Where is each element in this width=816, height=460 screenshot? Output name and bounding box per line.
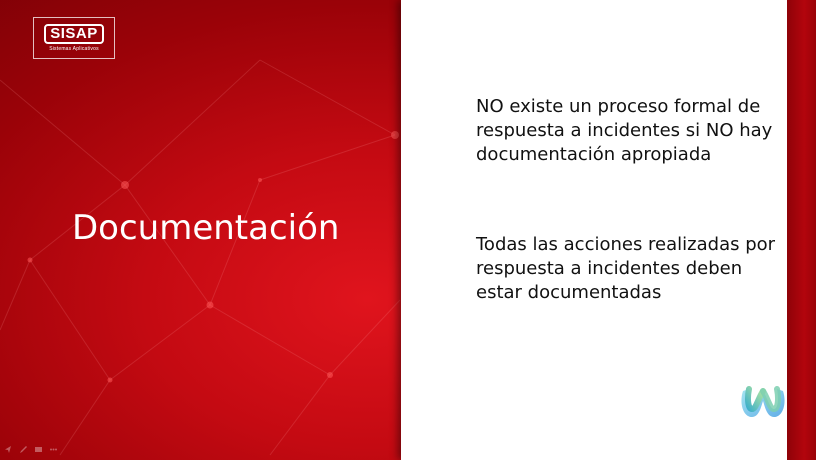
sisap-logo xyxy=(33,17,115,59)
paragraph-2: Todas las acciones realizadas por respuesta a incidentes deben estar documentadas xyxy=(476,234,776,303)
pointer-icon[interactable] xyxy=(4,445,13,454)
presenter-toolbar xyxy=(4,445,58,454)
pen-icon[interactable] xyxy=(19,445,28,454)
webex-icon[interactable] xyxy=(737,381,789,423)
slides-icon[interactable] xyxy=(34,445,43,454)
logo-brand: SISAP xyxy=(44,24,104,44)
slide-title: Documentación xyxy=(72,208,340,248)
more-icon[interactable] xyxy=(49,445,58,454)
content-panel xyxy=(401,0,787,460)
right-edge-strip xyxy=(787,0,816,460)
logo-tagline: Sistemas Aplicativos xyxy=(49,45,99,52)
paragraph-1: NO existe un proceso formal de respuesta a incidentes si NO hay documentación apropiada xyxy=(476,96,773,165)
